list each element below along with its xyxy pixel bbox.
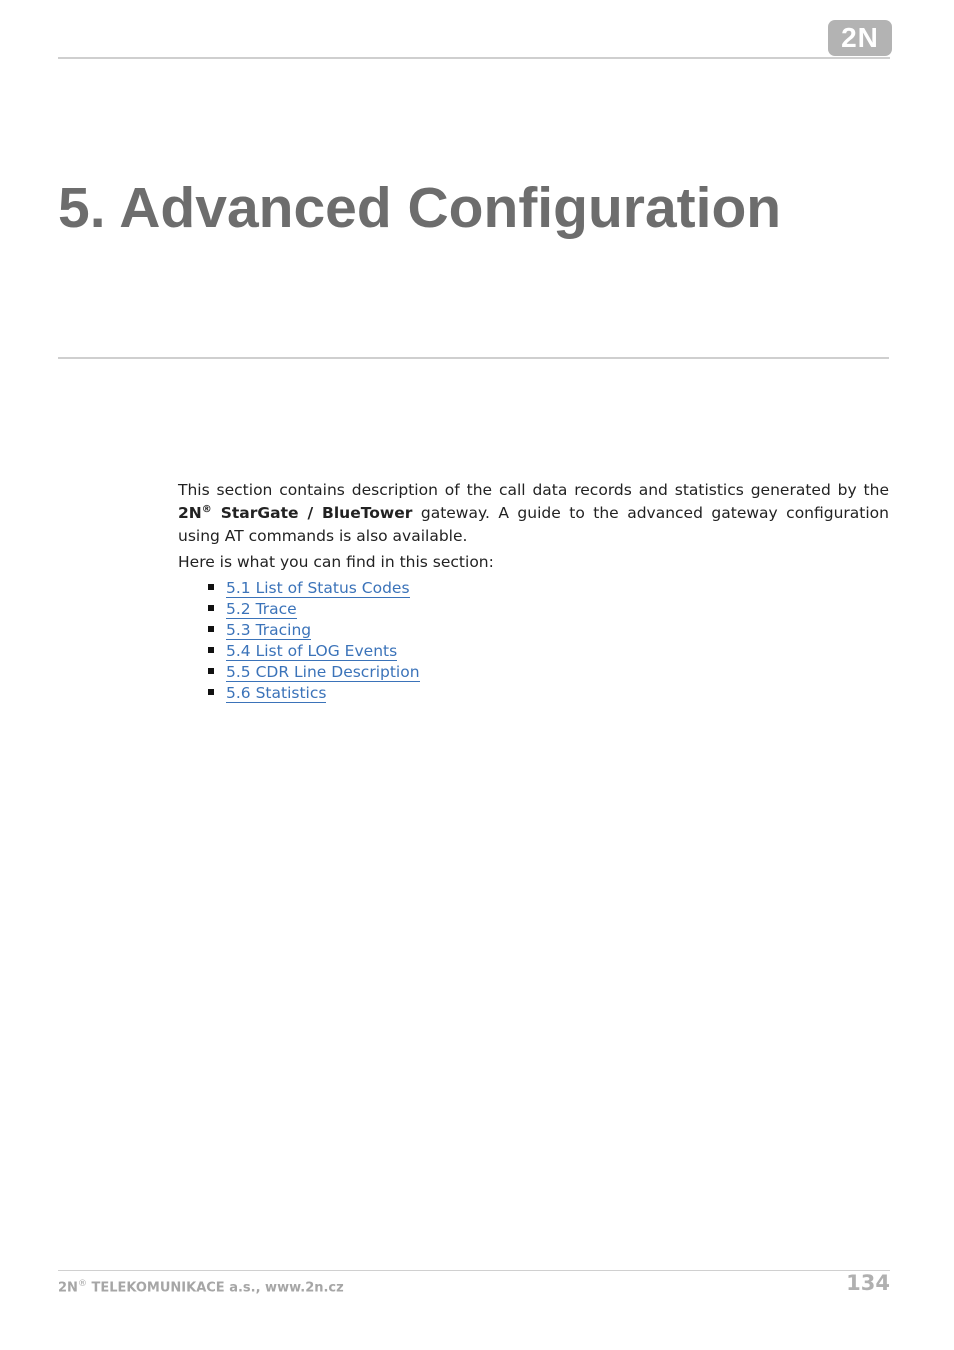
footer-divider <box>58 1270 890 1271</box>
footer-registered-mark: ® <box>77 1279 87 1289</box>
header-divider <box>58 57 890 59</box>
intro-text-end: gateway. A guide to the advanced gateway configuration using AT commands is also available. <box>178 504 889 545</box>
square-bullet-icon <box>208 668 214 674</box>
product-brand <box>178 504 412 522</box>
square-bullet-icon <box>208 647 214 653</box>
chapter-title: 5. Advanced Configuration <box>58 176 782 240</box>
page-number: 134 <box>846 1271 890 1295</box>
square-bullet-icon <box>208 605 214 611</box>
square-bullet-icon <box>208 626 214 632</box>
footer-brand: 2N <box>58 1280 78 1296</box>
product-name: StarGate / BlueTower <box>220 504 413 522</box>
toc-link-statistics[interactable]: 5.6 Statistics <box>226 684 327 702</box>
square-bullet-icon <box>208 689 214 695</box>
registered-mark: ® <box>201 503 212 515</box>
toc-item <box>208 620 889 641</box>
toc-item <box>208 599 889 620</box>
intro-paragraph <box>178 479 889 548</box>
toc-link-trace[interactable]: 5.2 Trace <box>226 600 297 618</box>
company-logo: 2N <box>828 20 892 56</box>
toc-item <box>208 578 889 599</box>
title-divider <box>58 357 889 359</box>
toc-link-log-events[interactable]: 5.4 List of LOG Events <box>226 642 398 660</box>
toc-lead: Here is what you can find in this section: <box>178 553 494 571</box>
section-toc <box>178 578 889 704</box>
toc-item <box>208 641 889 662</box>
toc-item <box>208 683 889 704</box>
section-body <box>178 479 889 704</box>
toc-link-tracing[interactable]: 5.3 Tracing <box>226 621 312 639</box>
square-bullet-icon <box>208 584 214 590</box>
toc-item <box>208 662 889 683</box>
brand-name: 2N <box>178 504 202 522</box>
footer-company-text: TELEKOMUNIKACE a.s., www.2n.cz <box>86 1280 344 1296</box>
footer-company <box>58 1279 344 1295</box>
toc-link-status-codes[interactable]: 5.1 List of Status Codes <box>226 579 410 597</box>
toc-link-cdr-line[interactable]: 5.5 CDR Line Description <box>226 663 420 681</box>
intro-text-start: This section contains description of the call data records and statistics generated by the <box>178 481 889 499</box>
